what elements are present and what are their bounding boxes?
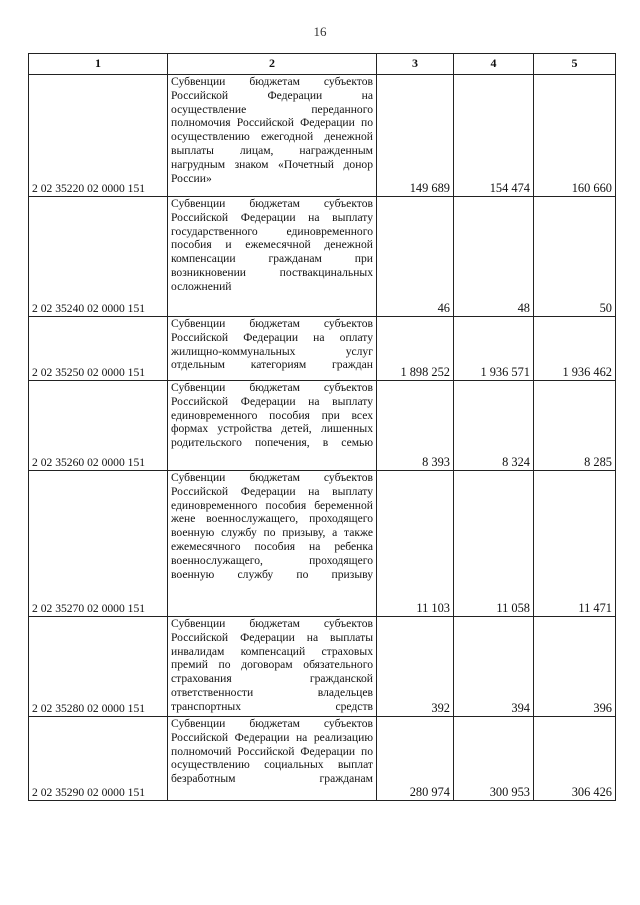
table-row bbox=[29, 381, 616, 471]
row-code: 2 02 35240 02 0000 151 bbox=[29, 197, 168, 317]
row-value-col3: 11 103 bbox=[377, 471, 454, 617]
row-value-col3: 280 974 bbox=[377, 717, 454, 801]
row-code: 2 02 35220 02 0000 151 bbox=[29, 75, 168, 197]
header-col-3: 3 bbox=[377, 54, 454, 75]
table-row bbox=[29, 317, 616, 381]
row-value-col5: 396 bbox=[534, 617, 616, 717]
row-value-col4: 394 bbox=[454, 617, 534, 717]
row-value-col5: 306 426 bbox=[534, 717, 616, 801]
table-row bbox=[29, 197, 616, 317]
row-value-col4: 154 474 bbox=[454, 75, 534, 197]
row-description: Субвенции бюджетам субъектов Российской Федерации на выплату единовременного пособия при всех формах устройства детей, лишенных родительского попечения, в семью bbox=[168, 381, 377, 471]
row-value-col3: 392 bbox=[377, 617, 454, 717]
row-value-col4: 48 bbox=[454, 197, 534, 317]
row-value-col4: 300 953 bbox=[454, 717, 534, 801]
header-col-2: 2 bbox=[168, 54, 377, 75]
row-description: Субвенции бюджетам субъектов Российской Федерации на выплату единовременного пособия беременной жене военнослужащего, проходящего военную службу по призыву, а также ежемесячного пособия на ребенка военнослужащего, проходящего военную службу по призыву bbox=[168, 471, 377, 617]
row-value-col3: 1 898 252 bbox=[377, 317, 454, 381]
row-description: Субвенции бюджетам субъектов Российской Федерации на выплаты инвалидам компенсаций страховых премий по договорам обязательного страхования гражданской ответственности владельцев транспортных средств bbox=[168, 617, 377, 717]
row-value-col4: 8 324 bbox=[454, 381, 534, 471]
row-value-col5: 160 660 bbox=[534, 75, 616, 197]
table-row bbox=[29, 717, 616, 801]
row-code: 2 02 35260 02 0000 151 bbox=[29, 381, 168, 471]
row-description: Субвенции бюджетам субъектов Российской Федерации на выплату государственного единовременного пособия и ежемесячной денежной компенсации гражданам при возникновении поствакцинальных осложнений bbox=[168, 197, 377, 317]
table-header-row bbox=[29, 54, 616, 75]
row-value-col3: 46 bbox=[377, 197, 454, 317]
header-col-4: 4 bbox=[454, 54, 534, 75]
row-value-col5: 50 bbox=[534, 197, 616, 317]
row-value-col5: 8 285 bbox=[534, 381, 616, 471]
page-number: 16 bbox=[313, 24, 327, 39]
row-value-col3: 149 689 bbox=[377, 75, 454, 197]
header-col-1: 1 bbox=[29, 54, 168, 75]
table-row bbox=[29, 617, 616, 717]
row-value-col5: 1 936 462 bbox=[534, 317, 616, 381]
row-code: 2 02 35290 02 0000 151 bbox=[29, 717, 168, 801]
header-col-5: 5 bbox=[534, 54, 616, 75]
row-description: Субвенции бюджетам субъектов Российской Федерации на осуществление переданного полномочия Российской Федерации по осуществлению ежегодной денежной выплаты лицам, награжденным нагрудным знаком «Почетный донор России» bbox=[168, 75, 377, 197]
row-code: 2 02 35280 02 0000 151 bbox=[29, 617, 168, 717]
row-description: Субвенции бюджетам субъектов Российской Федерации на оплату жилищно-коммунальных услуг отдельным категориям граждан bbox=[168, 317, 377, 381]
budget-table bbox=[28, 53, 616, 801]
table-row bbox=[29, 471, 616, 617]
row-value-col3: 8 393 bbox=[377, 381, 454, 471]
row-code: 2 02 35270 02 0000 151 bbox=[29, 471, 168, 617]
row-value-col4: 1 936 571 bbox=[454, 317, 534, 381]
table-row bbox=[29, 75, 616, 197]
row-description: Субвенции бюджетам субъектов Российской Федерации на реализацию полномочий Российской Федерации по осуществлению социальных выплат безработным гражданам bbox=[168, 717, 377, 801]
row-value-col5: 11 471 bbox=[534, 471, 616, 617]
row-code: 2 02 35250 02 0000 151 bbox=[29, 317, 168, 381]
row-value-col4: 11 058 bbox=[454, 471, 534, 617]
